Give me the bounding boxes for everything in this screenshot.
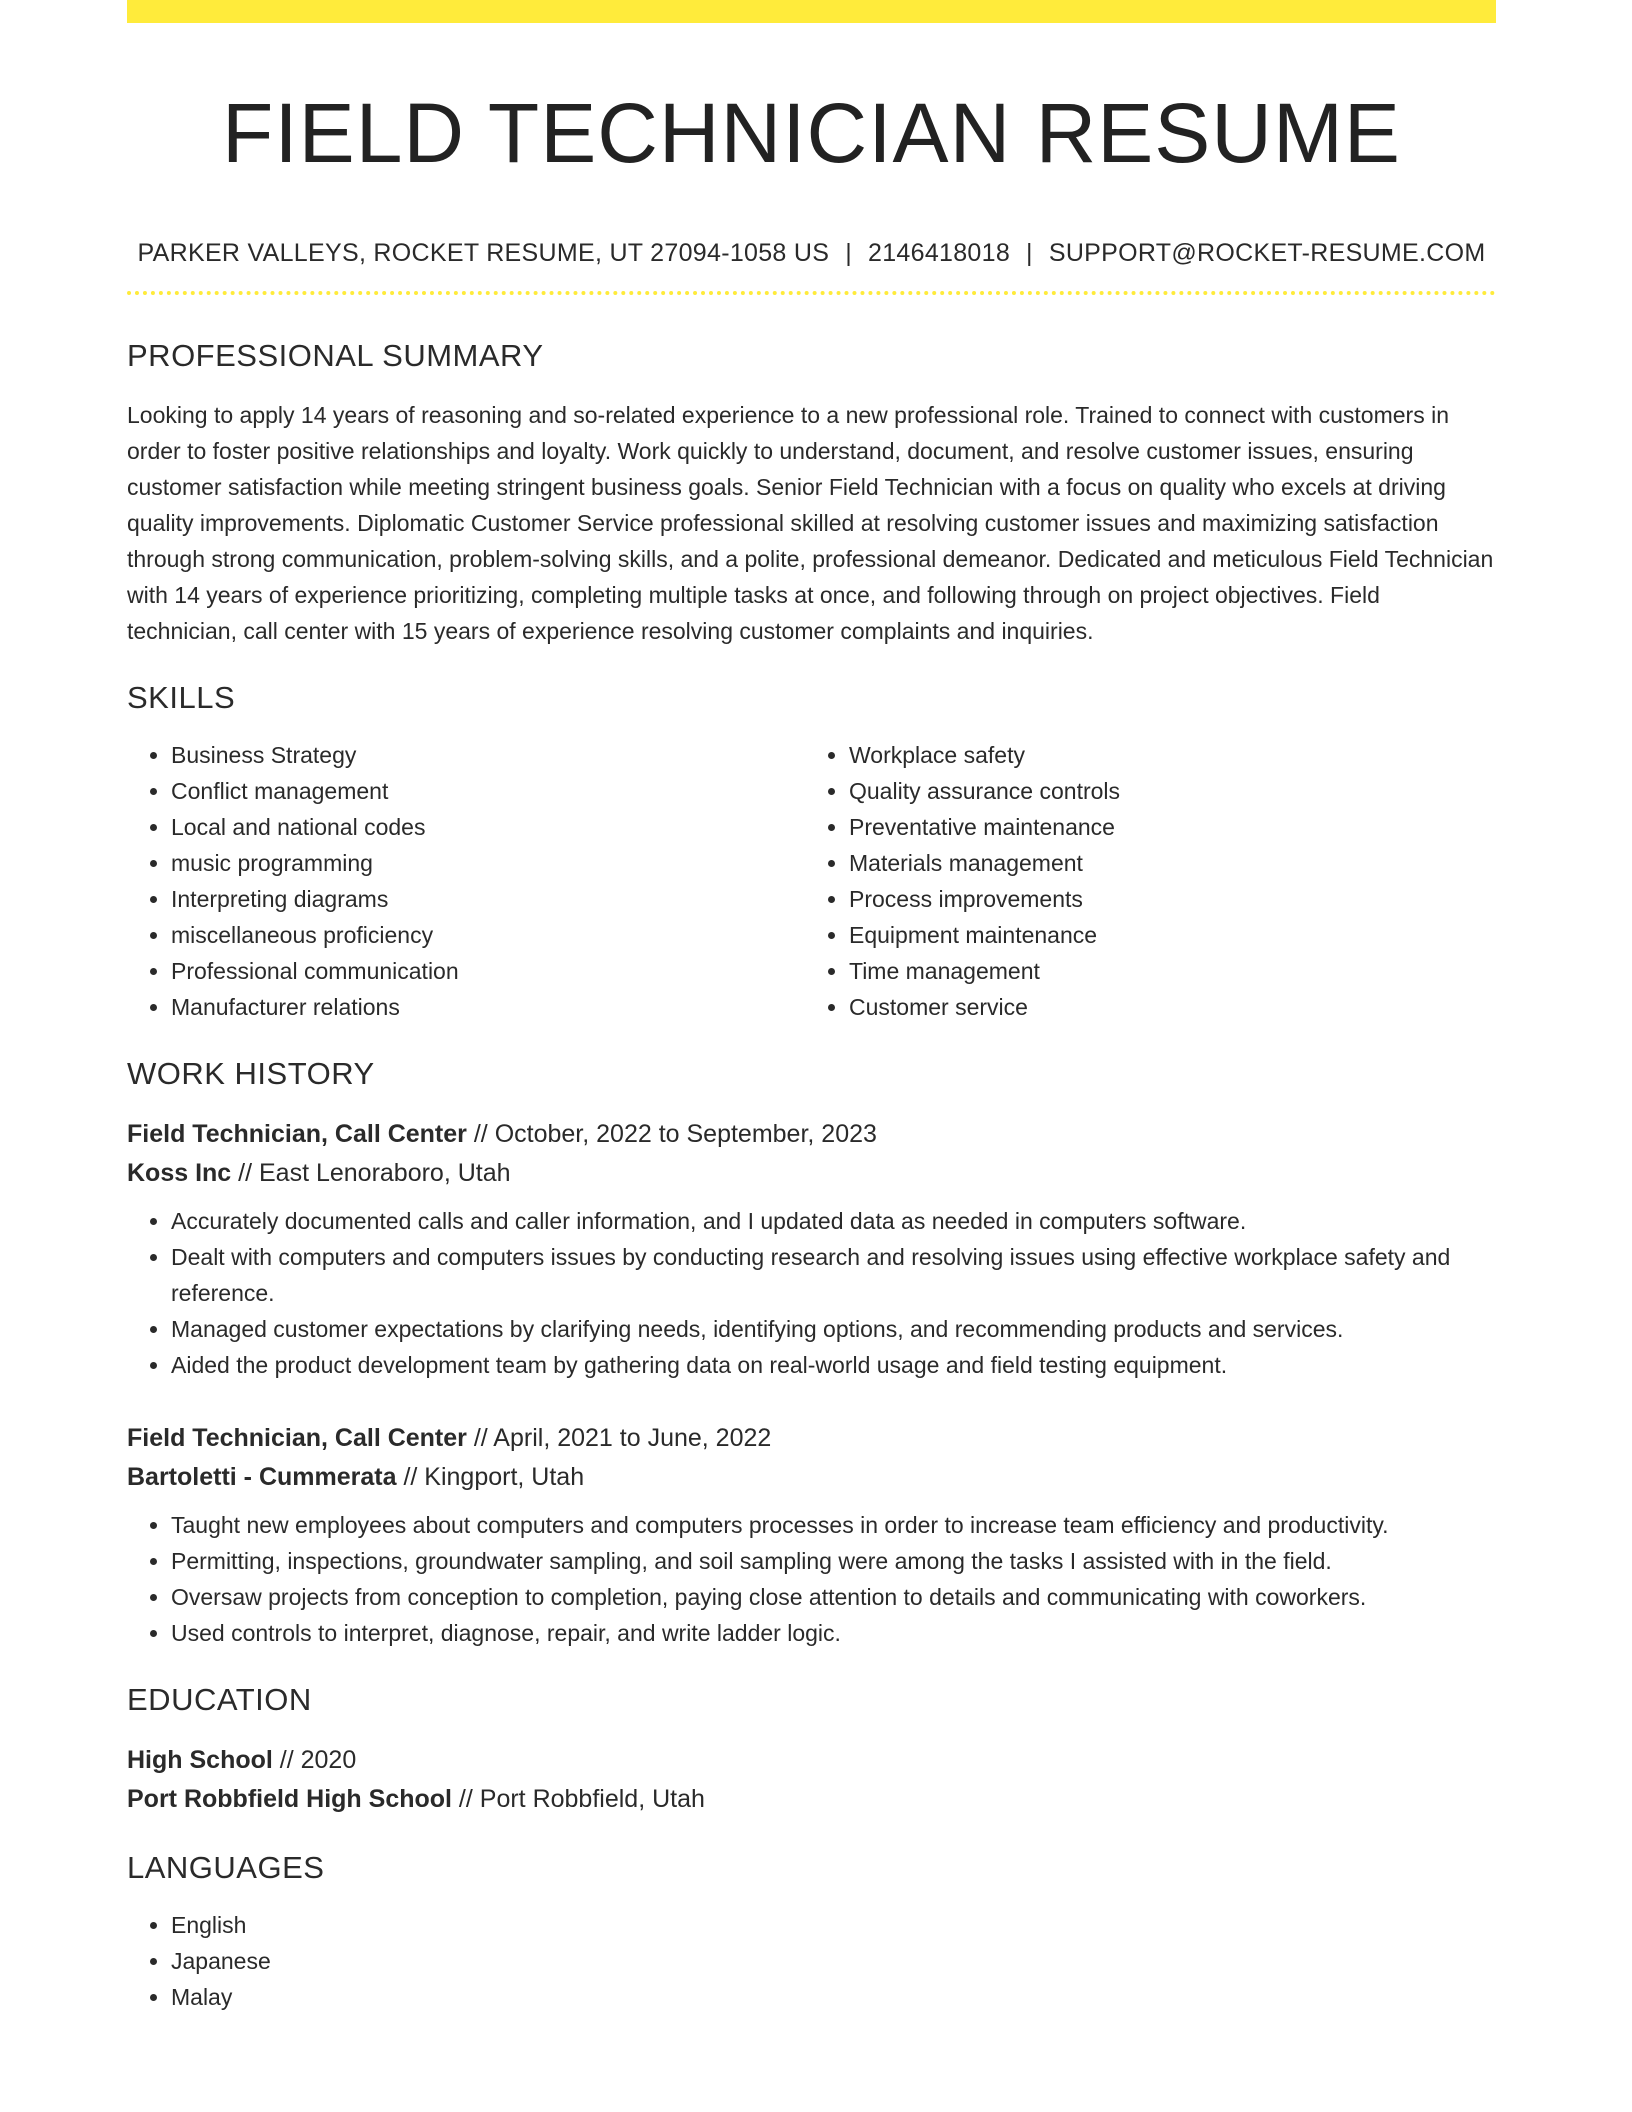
- skills-heading: SKILLS: [127, 680, 236, 716]
- education-heading: EDUCATION: [127, 1682, 312, 1718]
- school-name: Port Robbfield High School: [127, 1785, 452, 1814]
- job-duty: • Managed customer expectations by clarifying needs, identifying options, and recommending products and services.: [171, 1311, 1496, 1347]
- job-duty: • Aided the product development team by gathering data on real-world usage and field testing equipment.: [171, 1347, 1496, 1383]
- school-line: [127, 1780, 1496, 1819]
- skills-column-left: [127, 737, 801, 1025]
- skills-list: [127, 737, 1496, 1025]
- languages-list: [127, 1907, 1496, 2015]
- skill-item: • Time management: [849, 953, 1479, 989]
- skill-item: • Process improvements: [849, 881, 1479, 917]
- skill-item: • Conflict management: [171, 773, 801, 809]
- contact-separator: |: [1026, 239, 1033, 268]
- school-location: // Port Robbfield, Utah: [451, 1785, 705, 1814]
- dotted-divider: [127, 291, 1496, 295]
- skill-item: • Quality assurance controls: [849, 773, 1479, 809]
- work-history-heading: WORK HISTORY: [127, 1056, 375, 1092]
- contact-phone: 2146418018: [868, 239, 1011, 268]
- languages-heading: LANGUAGES: [127, 1850, 325, 1886]
- degree: High School: [127, 1746, 273, 1775]
- job-duty: • Dealt with computers and computers issues by conducting research and resolving issues using effective workplace safety and reference.: [171, 1239, 1496, 1311]
- job-title: Field Technician, Call Center: [127, 1424, 467, 1453]
- contact-line: [127, 237, 1496, 269]
- job-duty: • Permitting, inspections, groundwater sampling, and soil sampling were among the tasks I assisted with in the field.: [171, 1543, 1496, 1579]
- accent-bar: [127, 0, 1496, 23]
- resume-page: [127, 0, 1496, 2015]
- skill-item: • Manufacturer relations: [171, 989, 801, 1025]
- job-company: Koss Inc: [127, 1159, 232, 1188]
- summary-text: Looking to apply 14 years of reasoning and so-related experience to a new professional role. Trained to connect with customers in order to foster positive relationships and loyalty. Work quickly to understand, document, and resolve customer issues, ensuring customer satisfaction while meeting stringent business goals. Senior Field Technician with a focus on quality who excels at driving quality improvements. Diplomatic Customer Service professional skilled at resolving customer issues and maximizing satisfaction through strong communication, problem-solving skills, and a polite, professional demeanor. Dedicated and meticulous Field Technician with 14 years of experience prioritizing, completing multiple tasks at once, and following through on project objectives. Field technician, call center with 15 years of experience resolving customer complaints and inquiries.: [127, 402, 1494, 645]
- contact-email: SUPPORT@ROCKET-RESUME.COM: [1048, 239, 1486, 268]
- graduation-year: // 2020: [272, 1746, 357, 1775]
- job-dates: // October, 2022 to September, 2023: [466, 1120, 877, 1149]
- skill-item: • miscellaneous proficiency: [171, 917, 801, 953]
- job-duty: • Taught new employees about computers and computers processes in order to increase team efficiency and productivity.: [171, 1507, 1496, 1543]
- job-company: Bartoletti - Cummerata: [127, 1463, 397, 1492]
- language-item: • Malay: [171, 1979, 1496, 2015]
- job-company-line: [127, 1458, 1496, 1497]
- skill-item: • Interpreting diagrams: [171, 881, 801, 917]
- job-title: Field Technician, Call Center: [127, 1120, 467, 1149]
- job-duties: [127, 1203, 1496, 1383]
- resume-title: FIELD TECHNICIAN RESUME: [222, 86, 1401, 180]
- skills-column-right: [801, 737, 1479, 1025]
- skill-item: • Customer service: [849, 989, 1479, 1025]
- job-title-line: [127, 1419, 1496, 1458]
- skill-item: • Professional communication: [171, 953, 801, 989]
- contact-address: PARKER VALLEYS, ROCKET RESUME, UT 27094-1058 US: [137, 239, 830, 268]
- job-entry: [127, 1115, 1496, 1383]
- job-location: // East Lenoraboro, Utah: [231, 1159, 511, 1188]
- summary-heading: PROFESSIONAL SUMMARY: [127, 338, 544, 374]
- contact-separator: |: [845, 239, 852, 268]
- job-company-line: [127, 1154, 1496, 1193]
- degree-line: [127, 1741, 1496, 1780]
- skill-item: • Equipment maintenance: [849, 917, 1479, 953]
- skill-item: • Local and national codes: [171, 809, 801, 845]
- skill-item: • Business Strategy: [171, 737, 801, 773]
- language-item: • Japanese: [171, 1943, 1496, 1979]
- skill-item: • Materials management: [849, 845, 1479, 881]
- job-entry: [127, 1419, 1496, 1651]
- job-location: // Kingport, Utah: [396, 1463, 585, 1492]
- skill-item: • Preventative maintenance: [849, 809, 1479, 845]
- job-duties: [127, 1507, 1496, 1651]
- education-entry: [127, 1741, 1496, 1819]
- skill-item: • Workplace safety: [849, 737, 1479, 773]
- job-duty: • Used controls to interpret, diagnose, repair, and write ladder logic.: [171, 1615, 1496, 1651]
- job-title-line: [127, 1115, 1496, 1154]
- job-dates: // April, 2021 to June, 2022: [466, 1424, 772, 1453]
- skill-item: • music programming: [171, 845, 801, 881]
- job-duty: • Accurately documented calls and caller information, and I updated data as needed in computers software.: [171, 1203, 1496, 1239]
- job-duty: • Oversaw projects from conception to completion, paying close attention to details and communicating with coworkers.: [171, 1579, 1496, 1615]
- language-item: • English: [171, 1907, 1496, 1943]
